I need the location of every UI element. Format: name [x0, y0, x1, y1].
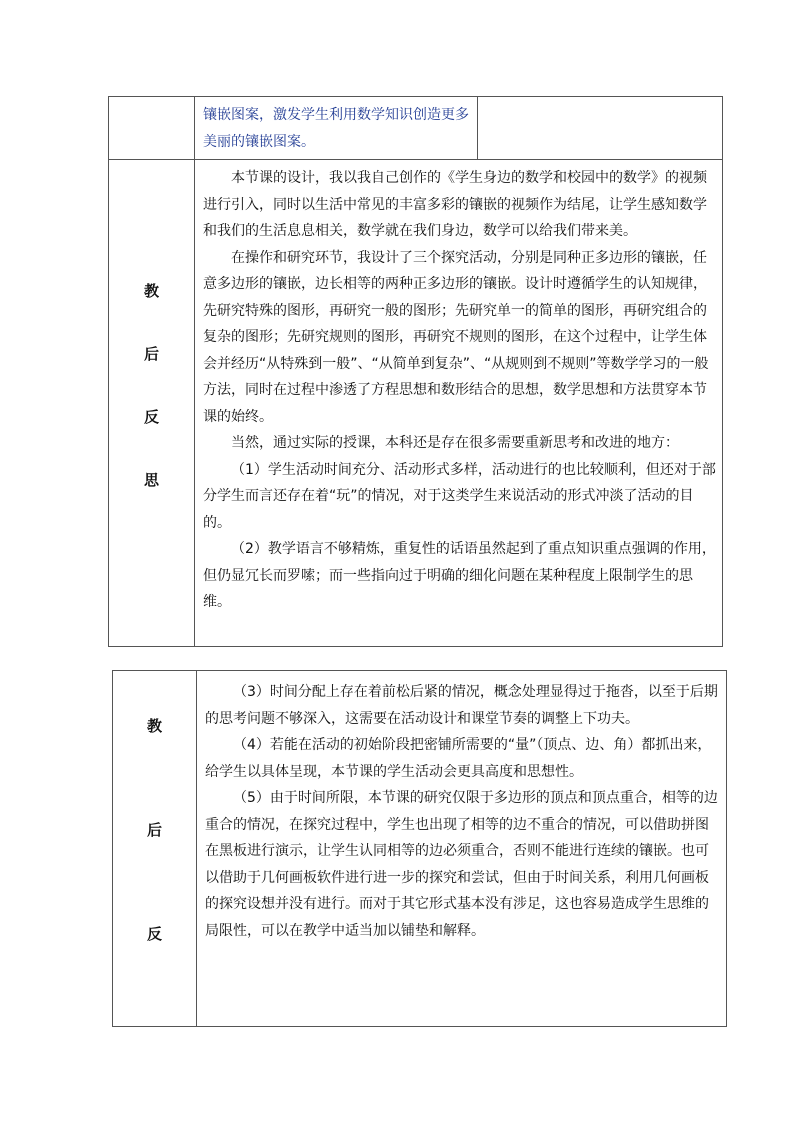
empty-cell	[478, 97, 723, 160]
paragraph: （5）由于时间所限，本节课的研究仅限于多边形的顶点和顶点重合，相等的边重合的情况，在探究过程中，学生也出现了相等的边不重合的情况，可以借助拼图在黑板进行演示，让学生认同相等的边必须重合，否则不能进行连续的镶嵌。也可以借助于几何画板软件进行进一步的探究和尝试，但由于时间关系，利用几何画板的探究设想并没有进行。而对于其它形式基本没有涉足，这也容易造成学生思维的局限性，可以在教学中适当加以铺垫和解释。	[205, 790, 718, 939]
paragraph: 当然，通过实际的授课，本科还是存在很多需要重新思考和改进的地方：	[231, 435, 679, 451]
paragraph: （3）时间分配上存在着前松后紧的情况，概念处理显得过于拖沓，以至于后期的思考问题不够深入，这需要在活动设计和课堂节奏的调整上下功夫。	[205, 684, 718, 727]
reflection-body-cell-2	[197, 671, 727, 1027]
goal-text-cell	[195, 97, 478, 160]
reflection-label-cell	[109, 160, 195, 647]
paragraph: 本节课的设计，我以我自己创作的《学生身边的数学和校园中的数学》的视频进行引入，同时以生活中常见的丰富多彩的镶嵌的视频作为结尾，让学生感知数学和我们的生活息息相关，数学就在我们身边，数学可以给我们带来美。	[203, 170, 707, 239]
label-char-hou: 后	[146, 821, 162, 839]
label-char-hou: 后	[143, 345, 159, 363]
paragraph: （1）学生活动时间充分、活动形式多样，活动进行的也比较顺利，但还对于部分学生而言还存在着“玩”的情况，对于这类学生来说活动的形式冲淡了活动的目的。	[203, 461, 716, 531]
label-char-fan: 反	[146, 925, 162, 943]
reflection-table-2	[112, 670, 727, 1027]
paragraph: （4）若能在活动的初始阶段把密铺所需要的“量”（顶点、边、角）都抓出来，给学生以具体呈现，本节课的学生活动会更具高度和思想性。	[205, 737, 712, 780]
reflection-table-1	[108, 96, 723, 647]
goal-line-2: 美丽的镶嵌图案。	[203, 133, 315, 150]
label-char-jiao: 教	[143, 282, 159, 300]
reflection-body-cell	[195, 160, 723, 647]
paragraph: 在操作和研究环节，我设计了三个探究活动，分别是同种正多边形的镶嵌，任意多边形的镶嵌，边长相等的两种正多边形的镶嵌。设计时遵循学生的认知规律，先研究特殊的图形，再研究一般的图形；先研究单一的简单的图形，再研究组合的复杂的图形；先研究规则的图形，再研究不规则的图形，在这个过程中，让学生体会并经历“从特殊到一般”、“从简单到复杂”、“从规则到不规则”等数学学习的一般方法，同时在过程中渗透了方程思想和数形结合的思想，数学思想和方法贯穿本节课的始终。	[203, 249, 709, 425]
label-char-jiao: 教	[146, 717, 162, 735]
label-char-si: 思	[143, 471, 159, 489]
goal-line-1: 镶嵌图案，激发学生利用数学知识创造更多	[203, 107, 469, 123]
label-char-fan: 反	[143, 408, 159, 426]
empty-label-cell	[109, 97, 195, 160]
paragraph: （2）教学语言不够精炼，重复性的话语虽然起到了重点知识重点强调的作用，但仍显冗长而罗嗦；而一些指向过于明确的细化问题在某种程度上限制学生的思维。	[203, 541, 716, 610]
reflection-label-cell-2	[113, 671, 197, 1027]
